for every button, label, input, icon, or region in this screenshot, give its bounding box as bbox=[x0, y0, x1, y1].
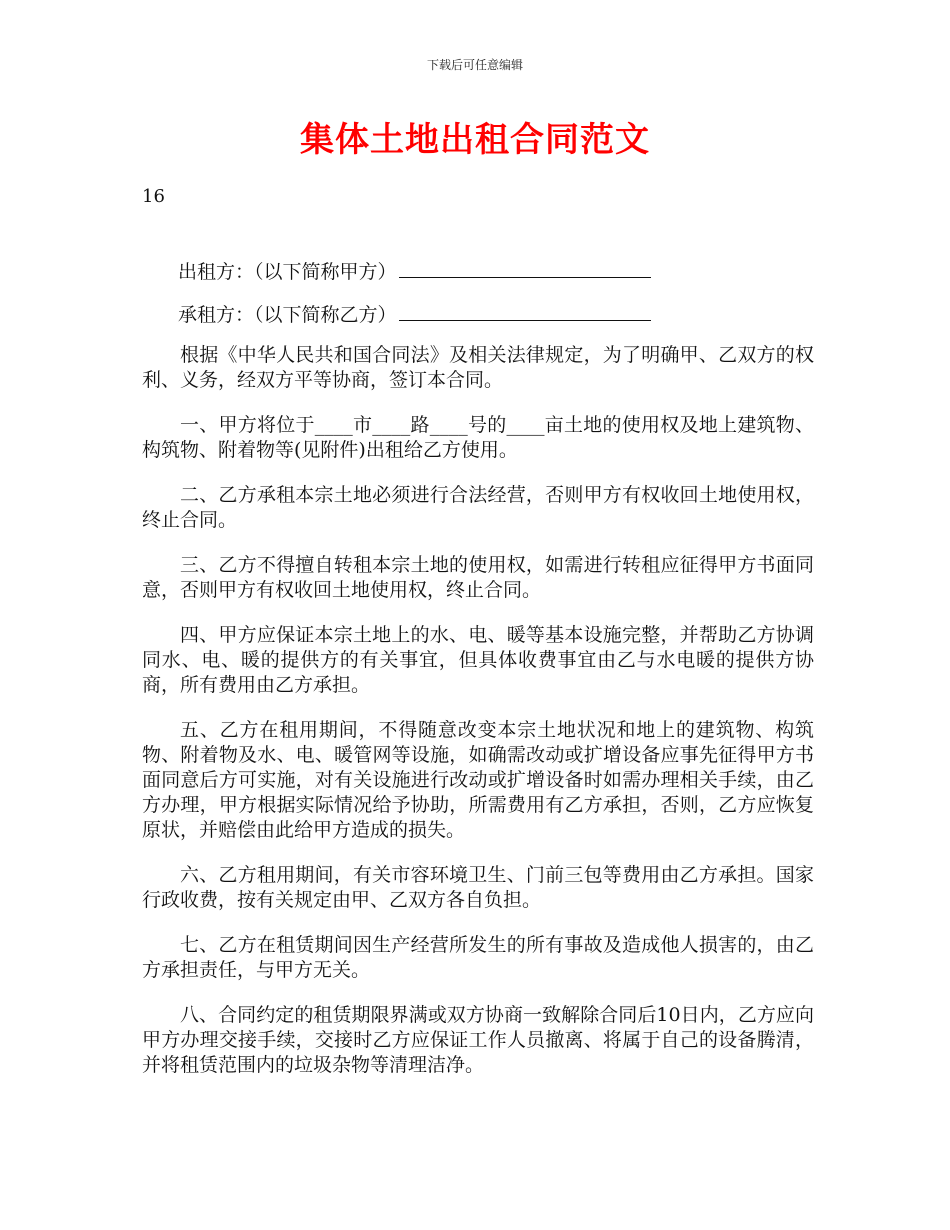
clause-5-paragraph: 五、乙方在租用期间，不得随意改变本宗土地状况和地上的建筑物、构筑物、附着物及水、电、暖管网等设施，如确需改动或扩增设备应事先征得甲方书面同意后方可实施，对有关设施进行改动或扩增设备时如需办理相关手续，由乙方办理，甲方根据实际情况给予协助，所需费用有乙方承担，否则，乙方应恢复原状，并赔偿由此给甲方造成的损失。 bbox=[142, 719, 814, 841]
lessor-blank bbox=[399, 263, 651, 278]
clause-7-paragraph: 七、乙方在租赁期间因生产经营所发生的所有事故及造成他人损害的，由乙方承担责任，与甲方无关。 bbox=[142, 934, 814, 981]
contract-body bbox=[142, 343, 814, 1098]
clause-2-paragraph: 二、乙方承租本宗土地必须进行合法经营，否则甲方有权收回土地使用权，终止合同。 bbox=[142, 484, 814, 531]
clause-3-paragraph: 三、乙方不得擅自转租本宗土地的使用权，如需进行转租应征得甲方书面同意，否则甲方有权收回土地使用权，终止合同。 bbox=[142, 554, 814, 601]
clause-8-paragraph: 八、合同约定的租赁期限界满或双方协商一致解除合同后10日内，乙方应向甲方办理交接手续，交接时乙方应保证工作人员撤离、将属于自己的设备腾清，并将租赁范围内的垃圾杂物等清理洁净。 bbox=[142, 1004, 814, 1076]
page-number: 16 bbox=[142, 186, 165, 207]
clause-6-paragraph: 六、乙方租用期间，有关市容环境卫生、门前三包等费用由乙方承担。国家行政收费，按有关规定由甲、乙双方各自负担。 bbox=[142, 864, 814, 911]
lessee-blank bbox=[399, 306, 651, 321]
preamble-paragraph: 根据《中华人民共和国合同法》及相关法律规定，为了明确甲、乙双方的权利、义务，经双方平等协商，签订本合同。 bbox=[142, 344, 814, 391]
lessor-label: 出租方：（以下简称甲方） bbox=[178, 261, 397, 283]
lessee-label: 承租方：（以下简称乙方） bbox=[178, 304, 397, 326]
lessee-line bbox=[178, 300, 651, 327]
clause-1-paragraph: 一、甲方将位于____市____路____号的____亩土地的使用权及地上建筑物、构筑物、附着物等(见附件)出租给乙方使用。 bbox=[142, 414, 814, 461]
clause-4-paragraph: 四、甲方应保证本宗土地上的水、电、暖等基本设施完整，并帮助乙方协调同水、电、暖的提供方的有关事宜，但具体收费事宜由乙与水电暖的提供方协商，所有费用由乙方承担。 bbox=[142, 624, 814, 696]
lessor-line bbox=[178, 257, 651, 284]
header-note: 下载后可任意编辑 bbox=[426, 58, 523, 72]
document-title: 集体土地出租合同范文 bbox=[300, 120, 650, 160]
